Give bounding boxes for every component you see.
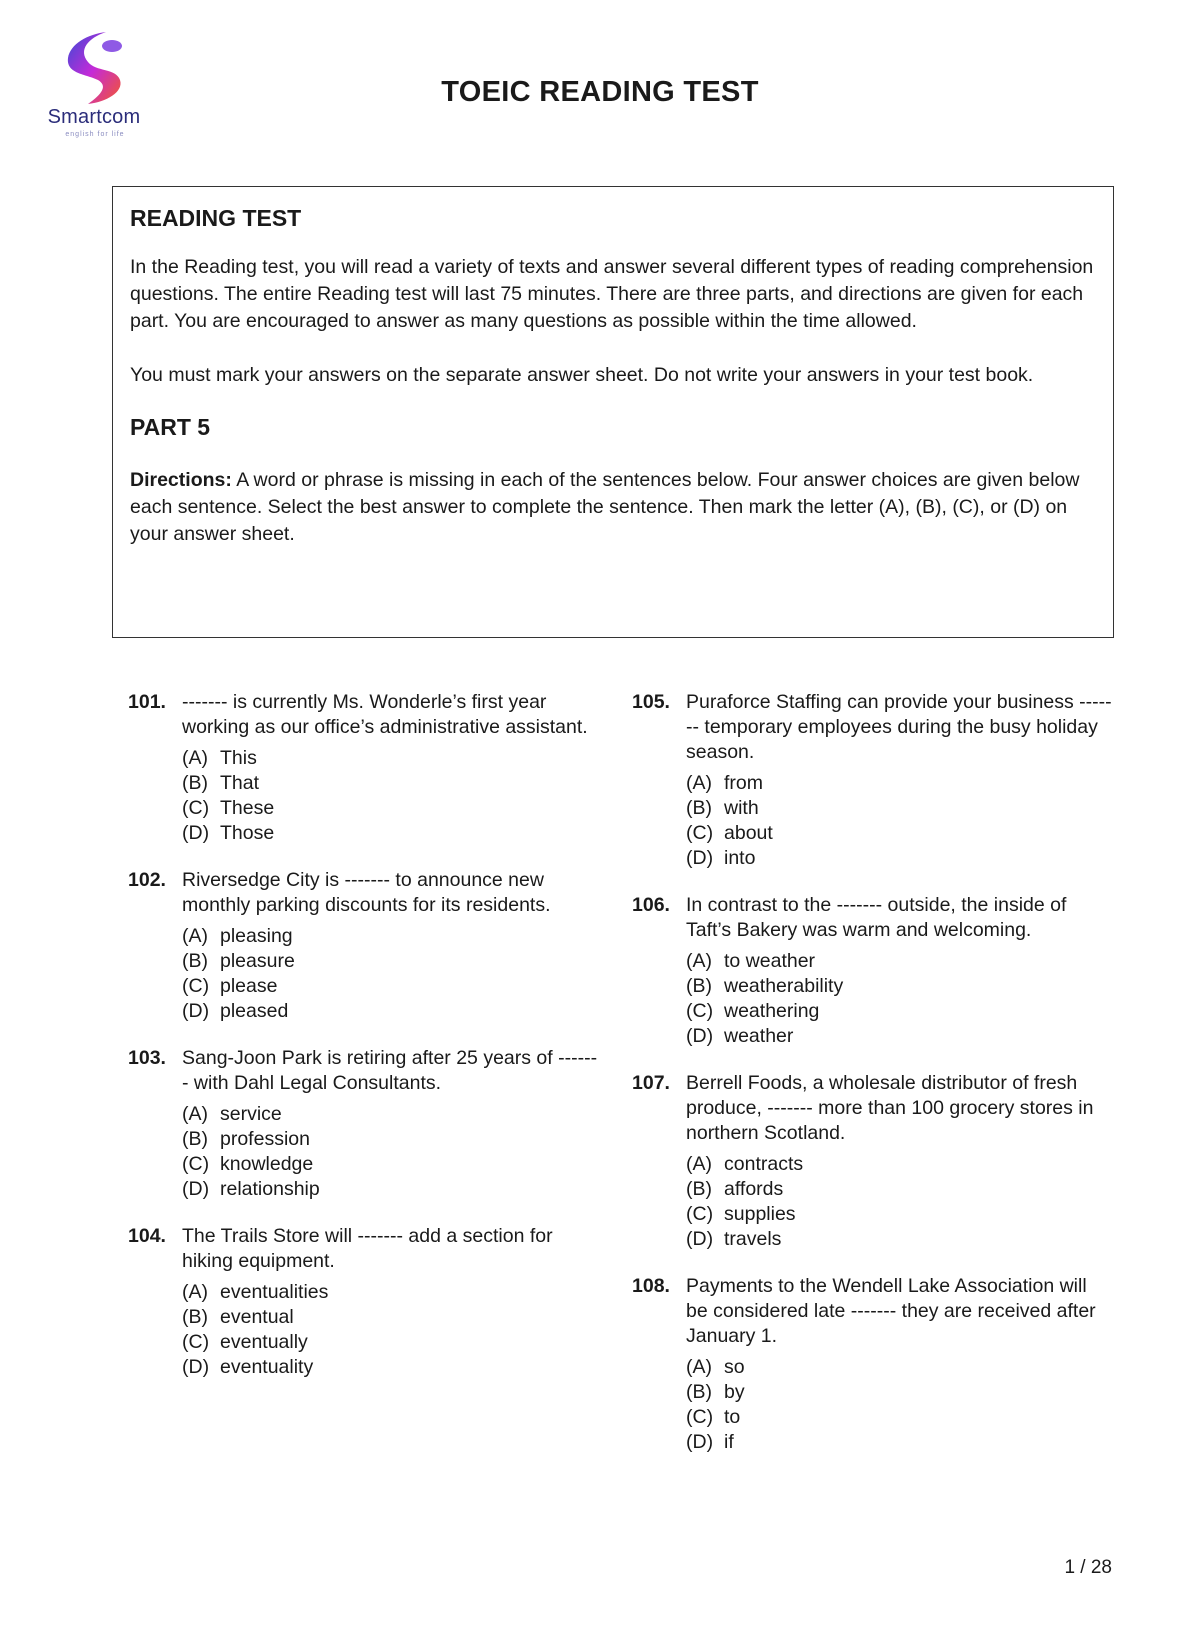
- option-c: [686, 1405, 1112, 1430]
- logo-brand-name: Smartcom: [47, 106, 141, 128]
- question-number: 102.: [128, 869, 166, 891]
- option-a: [686, 771, 1112, 796]
- option-label: (B): [686, 975, 712, 997]
- questions-left-column: [128, 690, 598, 1402]
- option-label: (C): [182, 797, 210, 819]
- option-text: weather: [724, 1025, 794, 1047]
- option-text: eventually: [220, 1331, 308, 1353]
- question-104: [128, 1224, 598, 1380]
- option-d: [686, 1430, 1112, 1455]
- option-b: [686, 974, 1112, 999]
- option-text: eventualities: [220, 1281, 329, 1303]
- option-label: (D): [182, 1000, 210, 1022]
- option-label: (B): [182, 950, 208, 972]
- option-c: [686, 821, 1112, 846]
- option-label: (B): [182, 1306, 208, 1328]
- option-text: relationship: [220, 1178, 320, 1200]
- question-number: 101.: [128, 691, 166, 713]
- option-label: (C): [182, 975, 210, 997]
- option-text: service: [220, 1103, 282, 1125]
- question-number: 107.: [632, 1072, 670, 1094]
- option-text: profession: [220, 1128, 310, 1150]
- question-106: [632, 893, 1112, 1049]
- option-b: [182, 949, 598, 974]
- option-label: (C): [182, 1331, 210, 1353]
- option-b: [182, 771, 598, 796]
- option-text: to weather: [724, 950, 816, 972]
- question-text: Sang-Joon Park is retiring after 25 years of ------- with Dahl Legal Consultants.: [182, 1047, 598, 1094]
- option-label: (C): [686, 1203, 714, 1225]
- option-text: pleased: [220, 1000, 289, 1022]
- question-number: 105.: [632, 691, 670, 713]
- option-a: [686, 1355, 1112, 1380]
- option-d: [686, 1227, 1112, 1252]
- option-d: [686, 846, 1112, 871]
- part-heading: PART 5: [130, 414, 211, 440]
- questions-right-column: [632, 690, 1112, 1477]
- option-d: [182, 821, 598, 846]
- option-label: (A): [182, 747, 208, 769]
- option-text: from: [724, 772, 763, 794]
- option-label: (C): [182, 1153, 210, 1175]
- option-label: (D): [686, 1228, 714, 1250]
- option-text: so: [724, 1356, 745, 1378]
- option-c: [686, 999, 1112, 1024]
- option-label: (D): [182, 1178, 210, 1200]
- question-108: [632, 1274, 1112, 1455]
- instructions-box: [112, 186, 1114, 638]
- page-number: 1 / 28: [1064, 1557, 1112, 1578]
- question-103: [128, 1046, 598, 1202]
- option-b: [686, 1380, 1112, 1405]
- document-title: TOEIC READING TEST: [441, 76, 759, 108]
- directions-paragraph: [130, 467, 1097, 548]
- question-105: [632, 690, 1112, 871]
- option-label: (C): [686, 1000, 714, 1022]
- option-b: [686, 1177, 1112, 1202]
- directions-label: Directions:: [130, 469, 232, 491]
- logo-tagline: english for life: [65, 131, 125, 138]
- question-number: 103.: [128, 1047, 166, 1069]
- option-label: (A): [686, 950, 712, 972]
- question-text: The Trails Store will ------- add a section for hiking equipment.: [182, 1225, 553, 1272]
- option-label: (A): [182, 1281, 208, 1303]
- option-label: (B): [182, 1128, 208, 1150]
- question-text: Payments to the Wendell Lake Association will be considered late ------- they are received after January 1.: [686, 1275, 1096, 1347]
- option-label: (A): [686, 1153, 712, 1175]
- option-a: [182, 1102, 598, 1127]
- option-text: weatherability: [724, 975, 844, 997]
- question-number: 106.: [632, 894, 670, 916]
- option-label: (B): [686, 1178, 712, 1200]
- option-text: affords: [724, 1178, 784, 1200]
- option-a: [182, 924, 598, 949]
- option-label: (A): [182, 925, 208, 947]
- option-a: [182, 746, 598, 771]
- option-text: weathering: [724, 1000, 820, 1022]
- option-label: (A): [182, 1103, 208, 1125]
- directions-text: A word or phrase is missing in each of the sentences below. Four answer choices are given below each sentence. Select the best answer to complete the sentence. Then mark the letter (A), (B), (C), or (D) on your answer sheet.: [130, 469, 1080, 545]
- option-d: [182, 1177, 598, 1202]
- option-a: [182, 1280, 598, 1305]
- option-text: to: [724, 1406, 741, 1428]
- option-a: [686, 1152, 1112, 1177]
- option-label: (D): [686, 847, 714, 869]
- option-d: [182, 1355, 598, 1380]
- option-text: with: [724, 797, 759, 819]
- option-label: (C): [686, 822, 714, 844]
- option-text: Those: [220, 822, 275, 844]
- option-text: about: [724, 822, 773, 844]
- reading-test-heading: READING TEST: [130, 205, 302, 231]
- option-text: into: [724, 847, 756, 869]
- option-b: [686, 796, 1112, 821]
- option-text: travels: [724, 1228, 782, 1250]
- option-label: (A): [686, 1356, 712, 1378]
- option-label: (B): [182, 772, 208, 794]
- option-label: (D): [686, 1431, 714, 1453]
- option-text: contracts: [724, 1153, 804, 1175]
- question-number: 104.: [128, 1225, 166, 1247]
- option-text: by: [724, 1381, 745, 1403]
- option-a: [686, 949, 1112, 974]
- option-c: [182, 1152, 598, 1177]
- option-text: knowledge: [220, 1153, 314, 1175]
- question-text: Berrell Foods, a wholesale distributor of fresh produce, ------- more than 100 grocery stores in northern Scotland.: [686, 1072, 1094, 1144]
- option-c: [182, 1330, 598, 1355]
- option-text: eventual: [220, 1306, 294, 1328]
- option-b: [182, 1305, 598, 1330]
- option-text: pleasure: [220, 950, 295, 972]
- question-text: Riversedge City is ------- to announce new monthly parking discounts for its residents.: [182, 869, 551, 916]
- question-102: [128, 868, 598, 1024]
- option-text: eventuality: [220, 1356, 314, 1378]
- question-text: Puraforce Staffing can provide your business ------- temporary employees during the busy holiday season.: [686, 691, 1112, 763]
- intro-paragraph-2: You must mark your answers on the separate answer sheet. Do not write your answers in your test book.: [130, 364, 1034, 386]
- option-label: (C): [686, 1406, 714, 1428]
- option-label: (D): [686, 1025, 714, 1047]
- question-101: [128, 690, 598, 846]
- question-text: In contrast to the ------- outside, the inside of Taft’s Bakery was warm and welcoming.: [686, 894, 1067, 941]
- option-text: That: [220, 772, 260, 794]
- option-b: [182, 1127, 598, 1152]
- intro-paragraph-1: In the Reading test, you will read a variety of texts and answer several different types of reading comprehension questions. The entire Reading test will last 75 minutes. There are three parts, and directions are given for each part. You are encouraged to answer as many questions as possible within the time allowed.: [130, 256, 1094, 332]
- option-text: pleasing: [220, 925, 293, 947]
- option-text: supplies: [724, 1203, 796, 1225]
- option-text: These: [220, 797, 275, 819]
- question-107: [632, 1071, 1112, 1252]
- option-label: (A): [686, 772, 712, 794]
- option-text: please: [220, 975, 278, 997]
- option-c: [686, 1202, 1112, 1227]
- option-text: if: [724, 1431, 734, 1453]
- option-text: This: [220, 747, 257, 769]
- question-number: 108.: [632, 1275, 670, 1297]
- option-d: [182, 999, 598, 1024]
- option-d: [686, 1024, 1112, 1049]
- option-label: (B): [686, 797, 712, 819]
- question-text: ------- is currently Ms. Wonderle’s first year working as our office’s administrative assistant.: [182, 691, 588, 738]
- option-label: (D): [182, 822, 210, 844]
- option-c: [182, 974, 598, 999]
- option-label: (B): [686, 1381, 712, 1403]
- option-c: [182, 796, 598, 821]
- option-label: (D): [182, 1356, 210, 1378]
